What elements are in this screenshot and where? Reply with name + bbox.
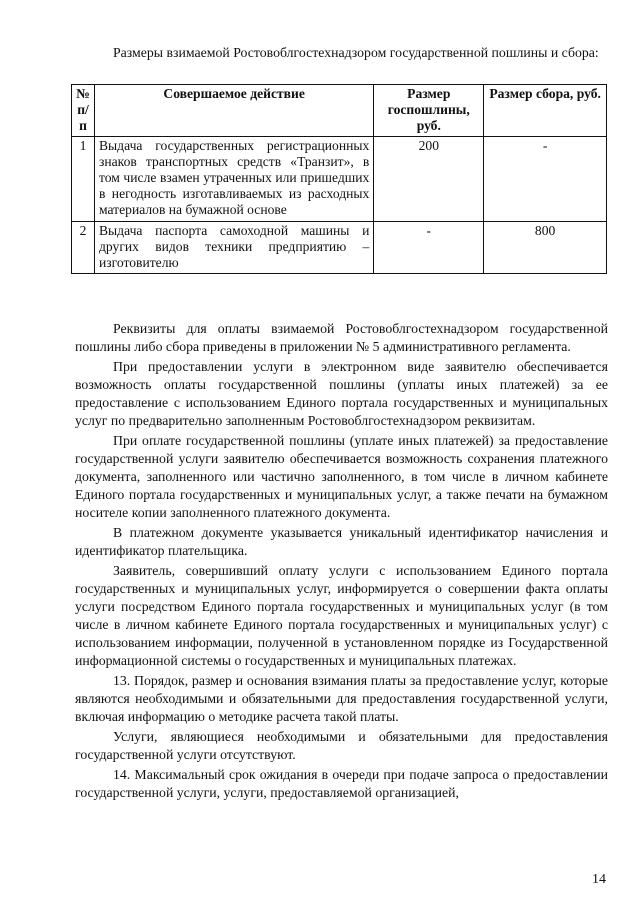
row-fee: - [484,136,607,221]
paragraph: 14. Максимальный срок ожидания в очереди при подаче запроса о предоставлении государственной услуги, услуги, предоставляемой организацией, [75,767,608,800]
row-num: 2 [72,221,95,274]
table-row [72,221,607,274]
body-text [75,320,608,804]
row-action: Выдача государственных регистрационных знаков транспортных средств «Транзит», в том числе взамен утраченных или пришедших в негодность изготавливаемых из расходных материалов на бумажной основе [94,136,373,221]
header-num: № п/п [72,85,95,137]
row-duty: - [374,221,484,274]
row-num: 1 [72,136,95,221]
row-action: Выдача паспорта самоходной машины и других видов техники предприятию – изготовителю [94,221,373,274]
header-action: Совершаемое действие [94,85,373,137]
table-intro: Размеры взимаемой Ростовоблгостехнадзором государственной пошлины и сбора: [113,45,599,60]
paragraph: Услуги, являющиеся необходимыми и обязательными для предоставления государственной услуги отсутствуют. [75,729,608,762]
paragraph: При предоставлении услуги в электронном виде заявителю обеспечивается возможность оплаты государственной пошлины (уплаты иных платежей) за ее предоставление с использованием Единого портала государственных и муниципальных услуг по предварительно заполненным Ростовоблгостехнадзором реквизитам. [75,359,608,428]
paragraph: 13. Порядок, размер и основания взимания платы за предоставление услуг, которые являются необходимыми и обязательными для предоставления государственной услуги, включая информацию о методике расчета такой платы. [75,673,608,724]
page-number: 14 [592,872,606,887]
header-duty: Размер госпошлины, руб. [374,85,484,137]
paragraph: При оплате государственной пошлины (уплате иных платежей) за предоставление государственной услуги заявителю обеспечивается возможность сохранения платежного документа, заполненного или частично заполненного, в том числе в личном кабинете Единого портала государственных и муниципальных услуг, а также печати на бумажном носителе копии заполненного платежного документа. [75,433,608,520]
paragraph: Заявитель, совершивший оплату услуги с использованием Единого портала государственных и муниципальных услуг, информируется о совершении факта оплаты услуги посредством Единого портала государственных и муниципальных услуг (в том числе в личном кабинете Единого портала государственных и муниципальных услуг) с использованием информации, полученной в установленном порядке из Государственной информационной системы о государственных и муниципальных платежах. [75,563,608,668]
header-fee: Размер сбора, руб. [484,85,607,137]
row-fee: 800 [484,221,607,274]
table-header-row [72,85,607,137]
paragraph: В платежном документе указывается уникальный идентификатор начисления и идентификатор плательщика. [75,525,608,558]
paragraph: Реквизиты для оплаты взимаемой Ростовоблгостехнадзором государственной пошлины либо сбора приведены в приложении № 5 административного регламента. [75,321,608,354]
fee-table [71,84,607,274]
table-row [72,136,607,221]
row-duty: 200 [374,136,484,221]
